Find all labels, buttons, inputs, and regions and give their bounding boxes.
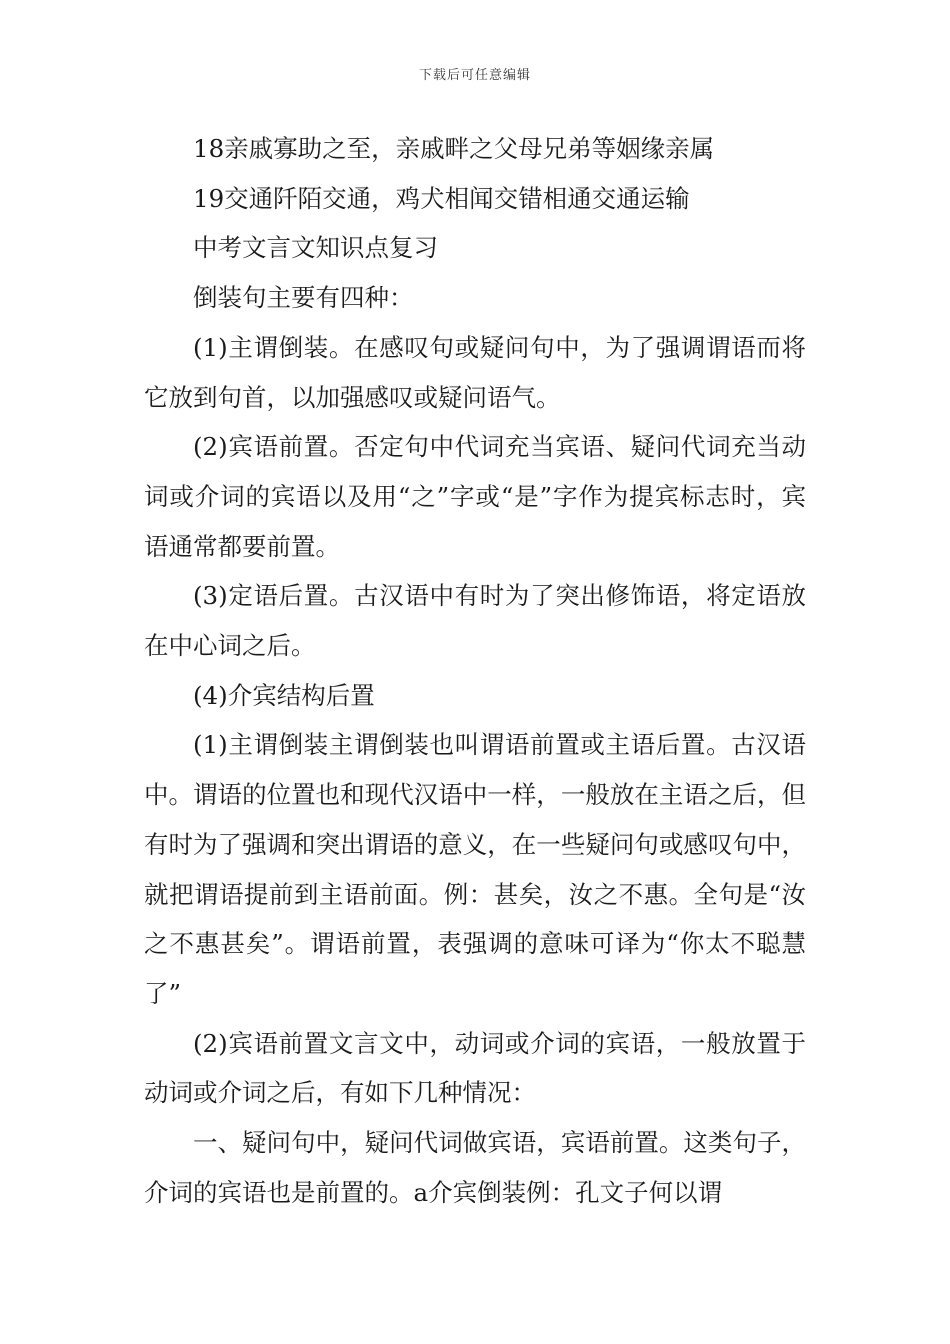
paragraph-7: (3)定语后置。古汉语中有时为了突出修饰语，将定语放在中心词之后。 bbox=[144, 581, 806, 661]
paragraph-11: 一、疑问句中，疑问代词做宾语，宾语前置。这类句子，介词的宾语也是前置的。a介宾倒装例：孔文子何以谓 bbox=[144, 1128, 806, 1207]
paragraph-2: 19交通阡陌交通，鸡犬相闻交错相通交通运输 bbox=[193, 183, 690, 213]
paragraph-9: (1)主谓倒装主谓倒装也叫谓语前置或主语后置。古汉语中。谓语的位置也和现代汉语中一样，一般放在主语之后，但有时为了强调和突出谓语的意义，在一些疑问句或感叹句中，就把谓语提前到主语前面。例：甚矣，汝之不惠。全句是“汝之不惠甚矣”。谓语前置，表强调的意味可译为“你太不聪慧了” bbox=[144, 730, 806, 1008]
paragraph-6: (2)宾语前置。否定句中代词充当宾语、疑问代词充当动词或介词的宾语以及用“之”字或“是”字作为提宾标志时，宾语通常都要前置。 bbox=[144, 432, 806, 561]
paragraph-10: (2)宾语前置文言文中，动词或介词的宾语，一般放置于动词或介词之后，有如下几种情况： bbox=[144, 1028, 806, 1108]
paragraph-4: 倒装句主要有四种： bbox=[193, 283, 414, 313]
paragraph-5: (1)主谓倒装。在感叹句或疑问句中，为了强调谓语而将它放到句首，以加强感叹或疑问语气。 bbox=[144, 332, 806, 412]
paragraph-8: (4)介宾结构后置 bbox=[193, 680, 375, 710]
section-title: 中考文言文知识点复习 bbox=[193, 233, 438, 263]
paragraph-1: 18亲戚寡助之至，亲戚畔之父母兄弟等姻缘亲属 bbox=[193, 134, 715, 163]
page-header: 下载后可任意编辑 bbox=[418, 68, 531, 83]
document-body bbox=[144, 124, 806, 1217]
